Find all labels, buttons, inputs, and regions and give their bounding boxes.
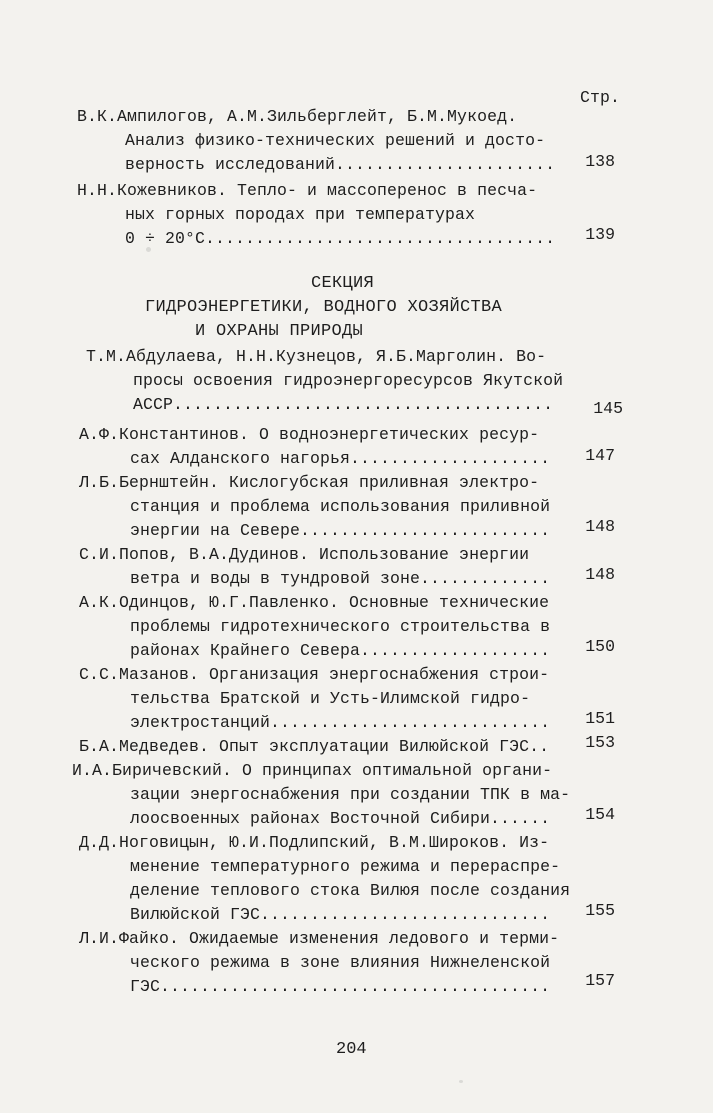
entry-page-number: 148 (585, 517, 615, 536)
entry-line: районах Крайнего Севера................... (130, 641, 551, 660)
entry-line: Анализ физико-технических решений и досто- (125, 131, 546, 150)
entry-line: А.К.Одинцов, Ю.Г.Павленко. Основные технические (79, 593, 550, 612)
entry-line: просы освоения гидроэнергоресурсов Якутской (133, 371, 564, 390)
ink-spot (146, 247, 151, 252)
entry-line: Л.Б.Бернштейн. Кислогубская приливная электро- (79, 473, 540, 492)
entry-line: верность исследований...................... (125, 155, 556, 174)
entry-page-number: 145 (593, 399, 623, 418)
entry-line: ческого режима в зоне влияния Нижнеленской (130, 953, 551, 972)
entry-page-number: 138 (585, 152, 615, 171)
entry-page-number: 154 (585, 805, 615, 824)
entry-line: ветра и воды в тундровой зоне............. (130, 569, 551, 588)
entry-line: В.К.Ампилогов, А.М.Зильберглейт, Б.М.Мукоед. (77, 107, 518, 126)
entry-line: 0 ÷ 20°С................................... (125, 229, 556, 248)
entry-page-number: 147 (585, 446, 615, 465)
entry-line: проблемы гидротехнического строительства в (130, 617, 551, 636)
page-column-header: Стр. (580, 88, 621, 107)
entry-line: электростанций............................ (130, 713, 551, 732)
entry-line: лоосвоенных районах Восточной Сибири...... (130, 809, 551, 828)
entry-page-number: 139 (585, 225, 615, 244)
entry-line: С.С.Мазанов. Организация энергоснабжения строи- (79, 665, 550, 684)
section-heading-line: И ОХРАНЫ ПРИРОДЫ (195, 322, 364, 341)
entry-page-number: 150 (585, 637, 615, 656)
entry-page-number: 148 (585, 565, 615, 584)
entry-line: Вилюйской ГЭС............................. (130, 905, 551, 924)
entry-line: И.А.Биричевский. О принципах оптимальной органи- (72, 761, 553, 780)
entry-line: энергии на Севере......................... (130, 521, 551, 540)
entry-page-number: 153 (585, 733, 615, 752)
entry-line: тельства Братской и Усть-Илимской гидро- (130, 689, 531, 708)
entry-line: сах Алданского нагорья.................... (130, 449, 551, 468)
ink-spot (459, 1080, 463, 1083)
page-number: 204 (336, 1040, 367, 1059)
entry-line: Б.А.Медведев. Опыт эксплуатации Вилюйской ГЭС.. (79, 737, 550, 756)
entry-line: зации энергоснабжения при создании ТПК в ма- (130, 785, 571, 804)
entry-line: менение температурного режима и перераспре- (130, 857, 561, 876)
entry-page-number: 155 (585, 901, 615, 920)
entry-line: Н.Н.Кожевников. Тепло- и массоперенос в песча- (77, 181, 538, 200)
entry-line: Т.М.Абдулаева, Н.Н.Кузнецов, Я.Б.Марголин. Во- (86, 347, 547, 366)
entry-line: ГЭС....................................... (130, 977, 551, 996)
entry-line: С.И.Попов, В.А.Дудинов. Использование энергии (79, 545, 530, 564)
entry-line: АССР...................................... (133, 395, 554, 414)
entry-line: А.Ф.Константинов. О водноэнергетических ресур- (79, 425, 540, 444)
section-heading-line: ГИДРОЭНЕРГЕТИКИ, ВОДНОГО ХОЗЯЙСТВА (145, 298, 503, 317)
entry-page-number: 151 (585, 709, 615, 728)
entry-page-number: 157 (585, 971, 615, 990)
entry-line: ных горных породах при температурах (125, 205, 476, 224)
section-heading-line: СЕКЦИЯ (311, 274, 375, 293)
entry-line: станция и проблема использования приливной (130, 497, 551, 516)
entry-line: Л.И.Файко. Ожидаемые изменения ледового и терми- (79, 929, 560, 948)
entry-line: Д.Д.Ноговицын, Ю.И.Подлипский, В.М.Широков. Из- (79, 833, 550, 852)
entry-line: деление теплового стока Вилюя после создания (130, 881, 571, 900)
